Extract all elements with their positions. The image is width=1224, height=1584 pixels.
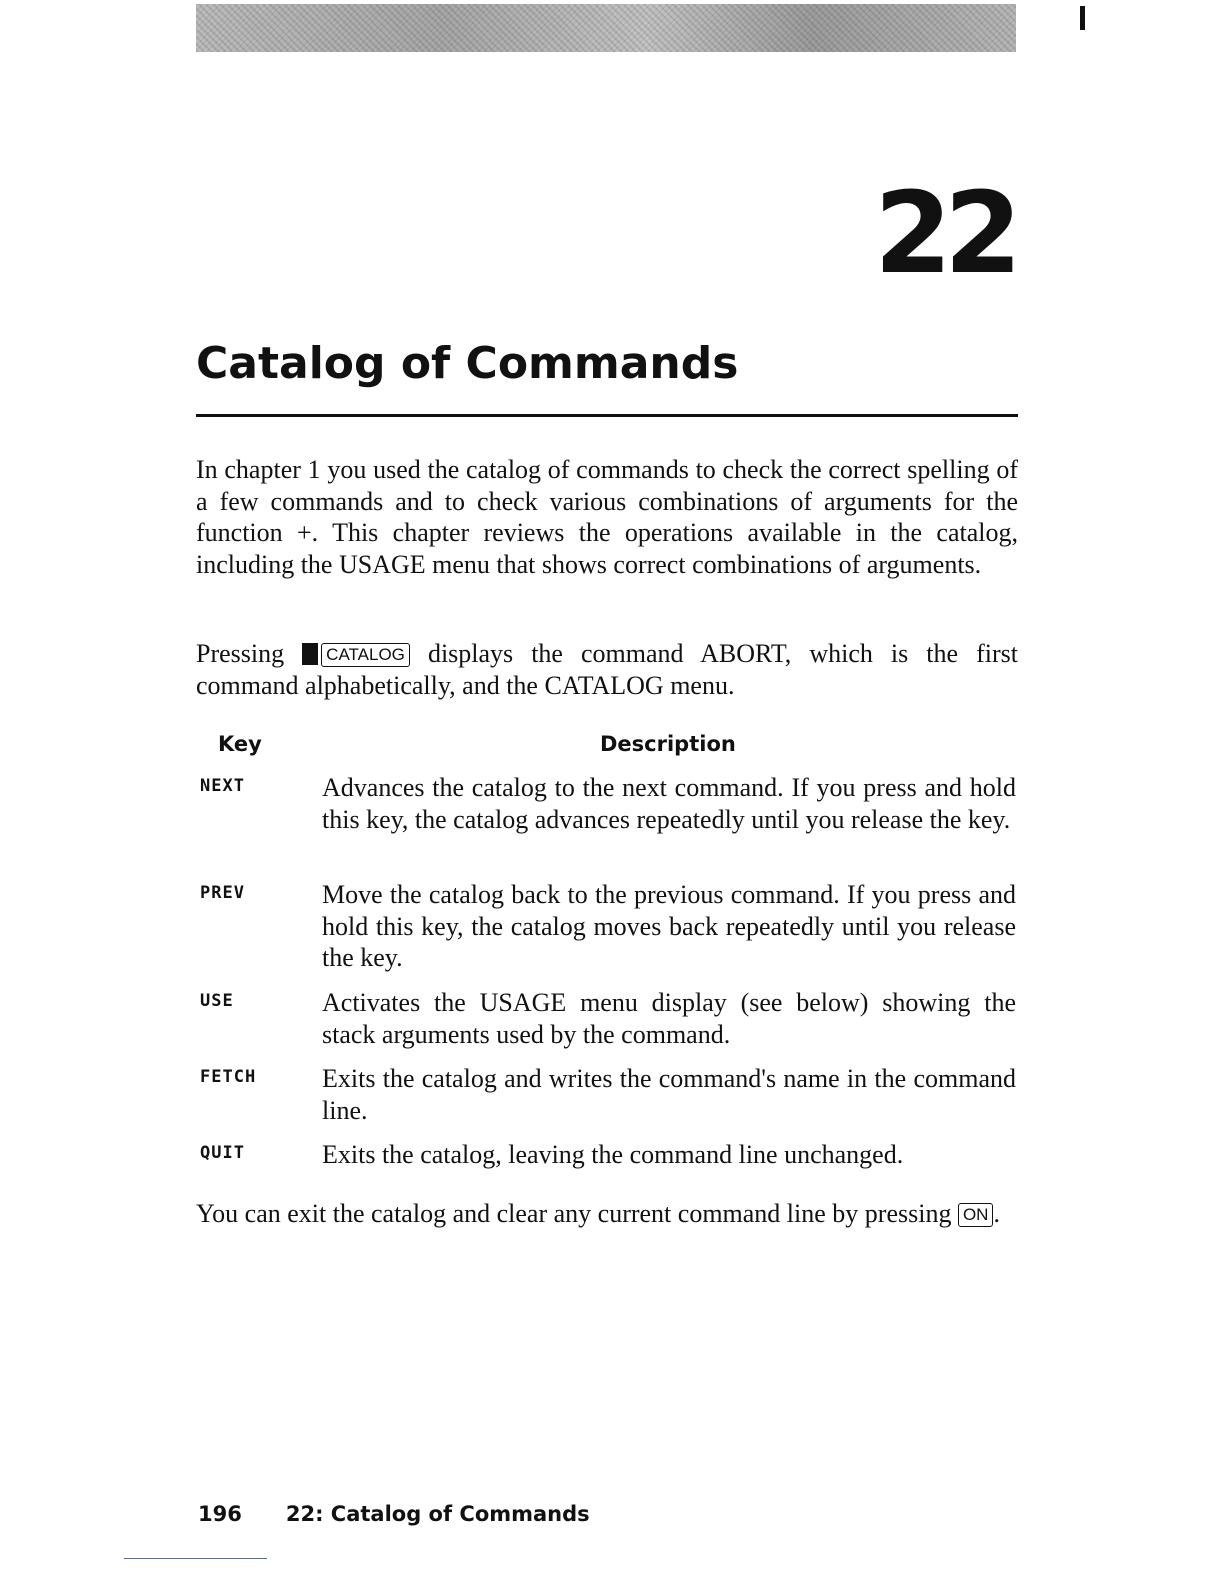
pressing-prefix: Pressing: [196, 639, 285, 668]
chapter-number: 22: [874, 169, 1014, 299]
table-header-description: Description: [600, 732, 736, 756]
row-description: Exits the catalog and writes the command's name in the command line.: [322, 1064, 1016, 1125]
intro-paragraph: In chapter 1 you used the catalog of commands to check the correct spelling of a few commands and to check various combinations of arguments for the function +. This chapter reviews the operations available in the catalog, including the USAGE menu that shows correct combinations of arguments.: [196, 455, 1018, 579]
page-edge-mark: [1080, 6, 1085, 30]
menu-key-use: USE: [200, 991, 234, 1011]
closing-end: .: [993, 1199, 1000, 1228]
menu-key-fetch: FETCH: [200, 1067, 257, 1087]
closing-paragraph: [196, 1198, 1018, 1230]
menu-key-next: NEXT: [200, 776, 245, 796]
page-footer: [198, 1502, 590, 1526]
running-title: 22: Catalog of Commands: [285, 1502, 590, 1526]
closing-text: You can exit the catalog and clear any current command line by pressing: [196, 1199, 952, 1228]
row-description: Exits the catalog, leaving the command line unchanged.: [322, 1140, 904, 1169]
title-rule: [196, 414, 1018, 417]
shift-key-icon: [302, 643, 318, 665]
row-description: Advances the catalog to the next command. If you press and hold this key, the catalog advances repeatedly until you release the key.: [322, 773, 1016, 834]
menu-key-quit: QUIT: [200, 1143, 245, 1163]
chapter-title: Catalog of Commands: [196, 338, 739, 389]
table-header-key: Key: [218, 732, 262, 756]
catalog-key: CATALOG: [321, 643, 410, 667]
footer-line: [124, 1558, 267, 1559]
on-key: ON: [958, 1203, 994, 1227]
row-description: Activates the USAGE menu display (see below) showing the stack arguments used by the command.: [322, 988, 1016, 1049]
pressing-suffix: displays the command ABORT, which is the first command alphabetically, and the CATALOG menu.: [196, 639, 1018, 700]
row-description: Move the catalog back to the previous command. If you press and hold this key, the catalog moves back repeatedly until you release the key.: [322, 880, 1016, 972]
page-number: 196: [198, 1502, 242, 1526]
menu-key-prev: PREV: [200, 883, 245, 903]
pressing-paragraph: [196, 638, 1018, 701]
chapter-header-band: [196, 4, 1016, 52]
